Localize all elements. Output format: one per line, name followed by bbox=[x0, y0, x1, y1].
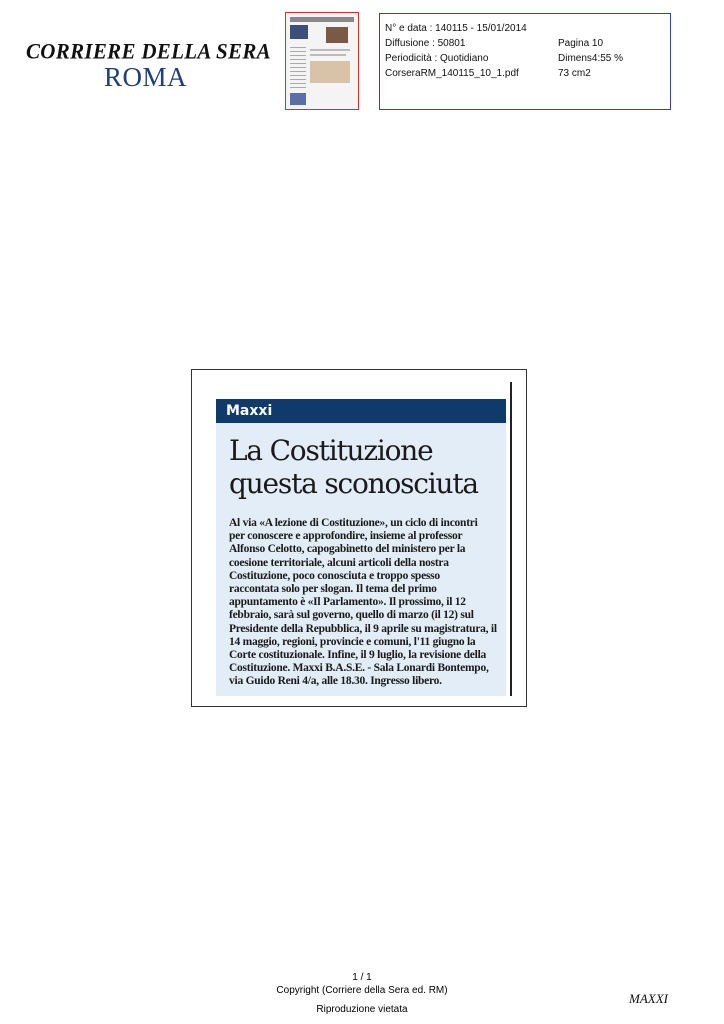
thumbnail-image bbox=[290, 93, 306, 105]
reproduction-notice: Riproduzione vietata bbox=[316, 1004, 408, 1015]
body-line: appuntamento è «Il Parlamento». Il prossimo, il 12 bbox=[229, 596, 466, 609]
dimension: Dimens4:55 % bbox=[558, 53, 624, 64]
body-line: Al via «A lezione di Costituzione», un ciclo di incontri bbox=[229, 517, 478, 529]
newspaper-logo: CORRIERE DELLA SERA bbox=[26, 38, 271, 64]
body-line: raccontata solo per slogan. Il tema del primo bbox=[229, 583, 437, 596]
area: 73 cm2 bbox=[558, 68, 591, 79]
diffusion: Diffusione : 50801 bbox=[385, 38, 466, 49]
thumbnail-image bbox=[326, 27, 348, 43]
filename: CorseraRM_140115_10_1.pdf bbox=[385, 68, 519, 79]
page-thumbnail[interactable] bbox=[285, 12, 359, 110]
periodicity: Periodicità : Quotidiano bbox=[385, 53, 489, 64]
body-line: via Guido Reni 4/a, alle 18.30. Ingresso libero. bbox=[229, 675, 442, 688]
thumbnail-image bbox=[310, 61, 350, 83]
thumbnail-header bbox=[290, 17, 354, 22]
body-line: febbraio, sarà sul governo, quello di marzo (il 12) sul bbox=[229, 609, 474, 622]
section-tag: Maxxi bbox=[216, 399, 506, 423]
article-clipping bbox=[191, 369, 527, 707]
body-line: Presidente della Repubblica, il 9 aprile su magistratura, il bbox=[229, 622, 497, 635]
thumbnail-image bbox=[290, 25, 308, 39]
clipping-info-box bbox=[379, 13, 671, 110]
column-rule bbox=[510, 382, 512, 696]
body-line: per conoscere e approfondire, insieme al professor bbox=[229, 530, 463, 543]
thumbnail-line bbox=[310, 54, 346, 56]
thumbnail-line bbox=[310, 49, 350, 51]
page-count: 1 / 1 bbox=[352, 972, 372, 983]
article-body bbox=[229, 517, 505, 689]
body-line: Costituzione. Maxxi B.A.S.E. - Sala Lonardi Bontempo, bbox=[229, 662, 489, 675]
body-line: Costituzione, poco conosciuta e troppo spesso bbox=[229, 569, 440, 582]
headline-line: questa sconosciuta bbox=[229, 467, 478, 500]
copyright-notice: Copyright (Corriere della Sera ed. RM) bbox=[276, 985, 448, 996]
page-number: Pagina 10 bbox=[558, 38, 604, 49]
body-line: Alfonso Celotto, capogabinetto del ministero per la bbox=[229, 543, 466, 556]
edition-logo: ROMA bbox=[104, 62, 188, 92]
keyword-label: MAXXI bbox=[629, 991, 668, 1006]
body-line: 14 maggio, regioni, provincie e comuni, l'11 giugno la bbox=[229, 635, 476, 648]
body-line: coesione territoriale, alcuni articoli della nostra bbox=[229, 556, 449, 569]
thumbnail-column bbox=[290, 47, 306, 91]
headline bbox=[229, 434, 499, 500]
number-date: N° e data : 140115 - 15/01/2014 bbox=[385, 23, 527, 34]
body-line: Corte costituzionale. Infine, il 9 luglio, la revisione della bbox=[229, 649, 487, 662]
headline-line: La Costituzione bbox=[229, 434, 433, 467]
